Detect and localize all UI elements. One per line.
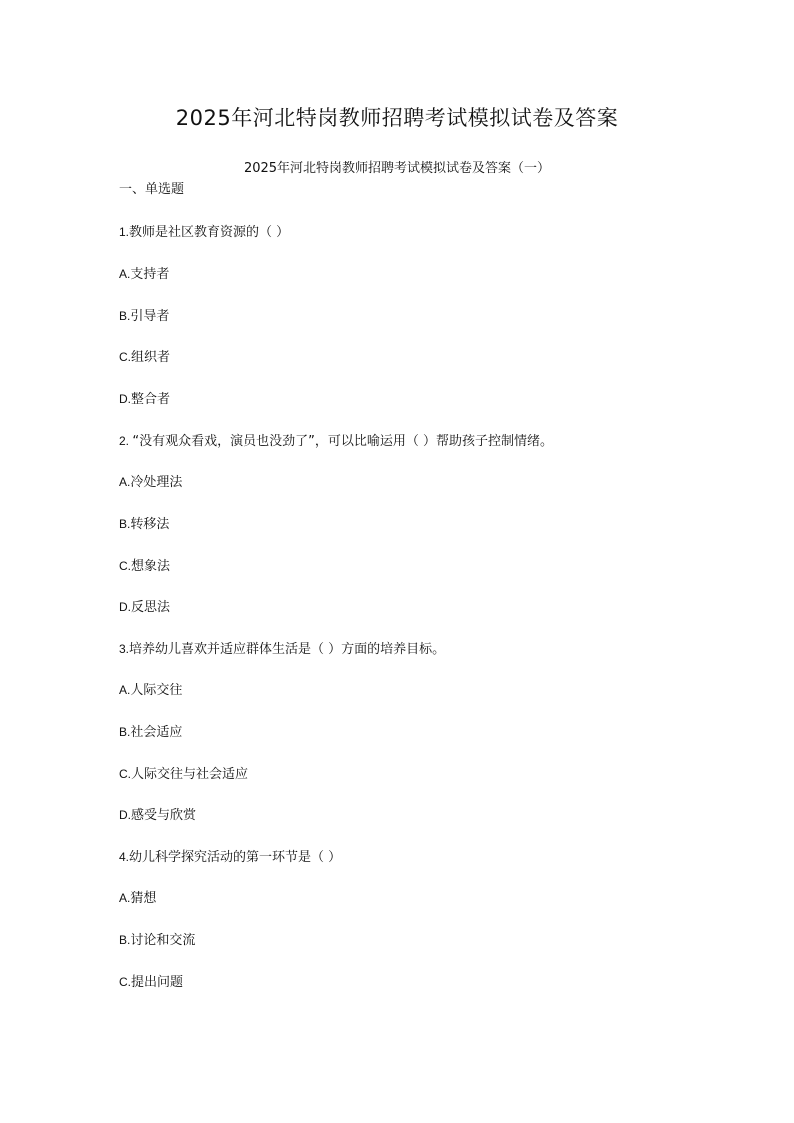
option-text: 整合者 (131, 392, 171, 407)
option-letter: C. (119, 350, 131, 364)
option-letter: C. (119, 975, 131, 989)
option-text: 组织者 (131, 350, 171, 365)
option-text: 冷处理法 (130, 475, 183, 490)
option-text: 讨论和交流 (130, 933, 196, 948)
option-3c (119, 765, 248, 784)
option-letter: C. (119, 767, 131, 781)
question-text: 教师是社区教育资源的（ ） (129, 225, 290, 240)
question-number: 1. (119, 225, 130, 239)
option-3a (119, 681, 182, 700)
option-letter: B. (119, 309, 131, 323)
option-letter: B. (119, 517, 131, 531)
section-heading: 一、单选题 (119, 182, 185, 197)
option-text: 社会适应 (130, 725, 183, 740)
option-2d (119, 598, 170, 617)
option-letter: B. (119, 933, 131, 947)
question-2 (119, 432, 553, 451)
option-3b (119, 723, 182, 742)
option-3d (119, 806, 196, 825)
option-text: 人际交往与社会适应 (131, 767, 249, 782)
option-2a (119, 473, 182, 492)
document-title: 2025年河北特岗教师招聘考试模拟试卷及答案 (175, 106, 619, 130)
question-text: 幼儿科学探究活动的第一环节是（ ） (129, 850, 342, 865)
option-letter: A. (119, 891, 131, 905)
option-text: 转移法 (130, 517, 170, 532)
option-text: 猜想 (130, 891, 157, 906)
option-letter: B. (119, 725, 131, 739)
option-text: 人际交往 (130, 683, 183, 698)
question-3 (119, 640, 445, 659)
question-number: 2. (119, 434, 133, 448)
option-text: 想象法 (131, 559, 171, 574)
option-letter: A. (119, 475, 131, 489)
option-letter: A. (119, 683, 131, 697)
option-1d (119, 390, 170, 409)
option-letter: D. (119, 392, 131, 406)
question-4 (119, 848, 341, 867)
option-1b (119, 307, 169, 326)
option-letter: D. (119, 600, 131, 614)
option-4a (119, 889, 156, 908)
option-text: 支持者 (130, 267, 170, 282)
option-letter: C. (119, 559, 131, 573)
option-text: 引导者 (130, 309, 170, 324)
option-text: 感受与欣赏 (131, 808, 197, 823)
option-letter: A. (119, 267, 131, 281)
option-4b (119, 931, 195, 950)
option-4c (119, 973, 183, 992)
option-text: 反思法 (131, 600, 171, 615)
option-2c (119, 557, 170, 576)
question-1 (119, 223, 289, 242)
option-text: 提出问题 (131, 975, 184, 990)
question-number: 3. (119, 642, 130, 656)
question-number: 4. (119, 850, 130, 864)
option-1a (119, 265, 169, 284)
option-letter: D. (119, 808, 131, 822)
exam-subtitle: 2025年河北特岗教师招聘考试模拟试卷及答案（一） (243, 161, 551, 176)
question-text: 培养幼儿喜欢并适应群体生活是（ ）方面的培养目标。 (129, 642, 446, 657)
option-1c (119, 348, 170, 367)
option-2b (119, 515, 169, 534)
question-text: “没有观众看戏，演员也没劲了”，可以比喻运用（ ）帮助孩子控制情绪。 (132, 434, 553, 449)
